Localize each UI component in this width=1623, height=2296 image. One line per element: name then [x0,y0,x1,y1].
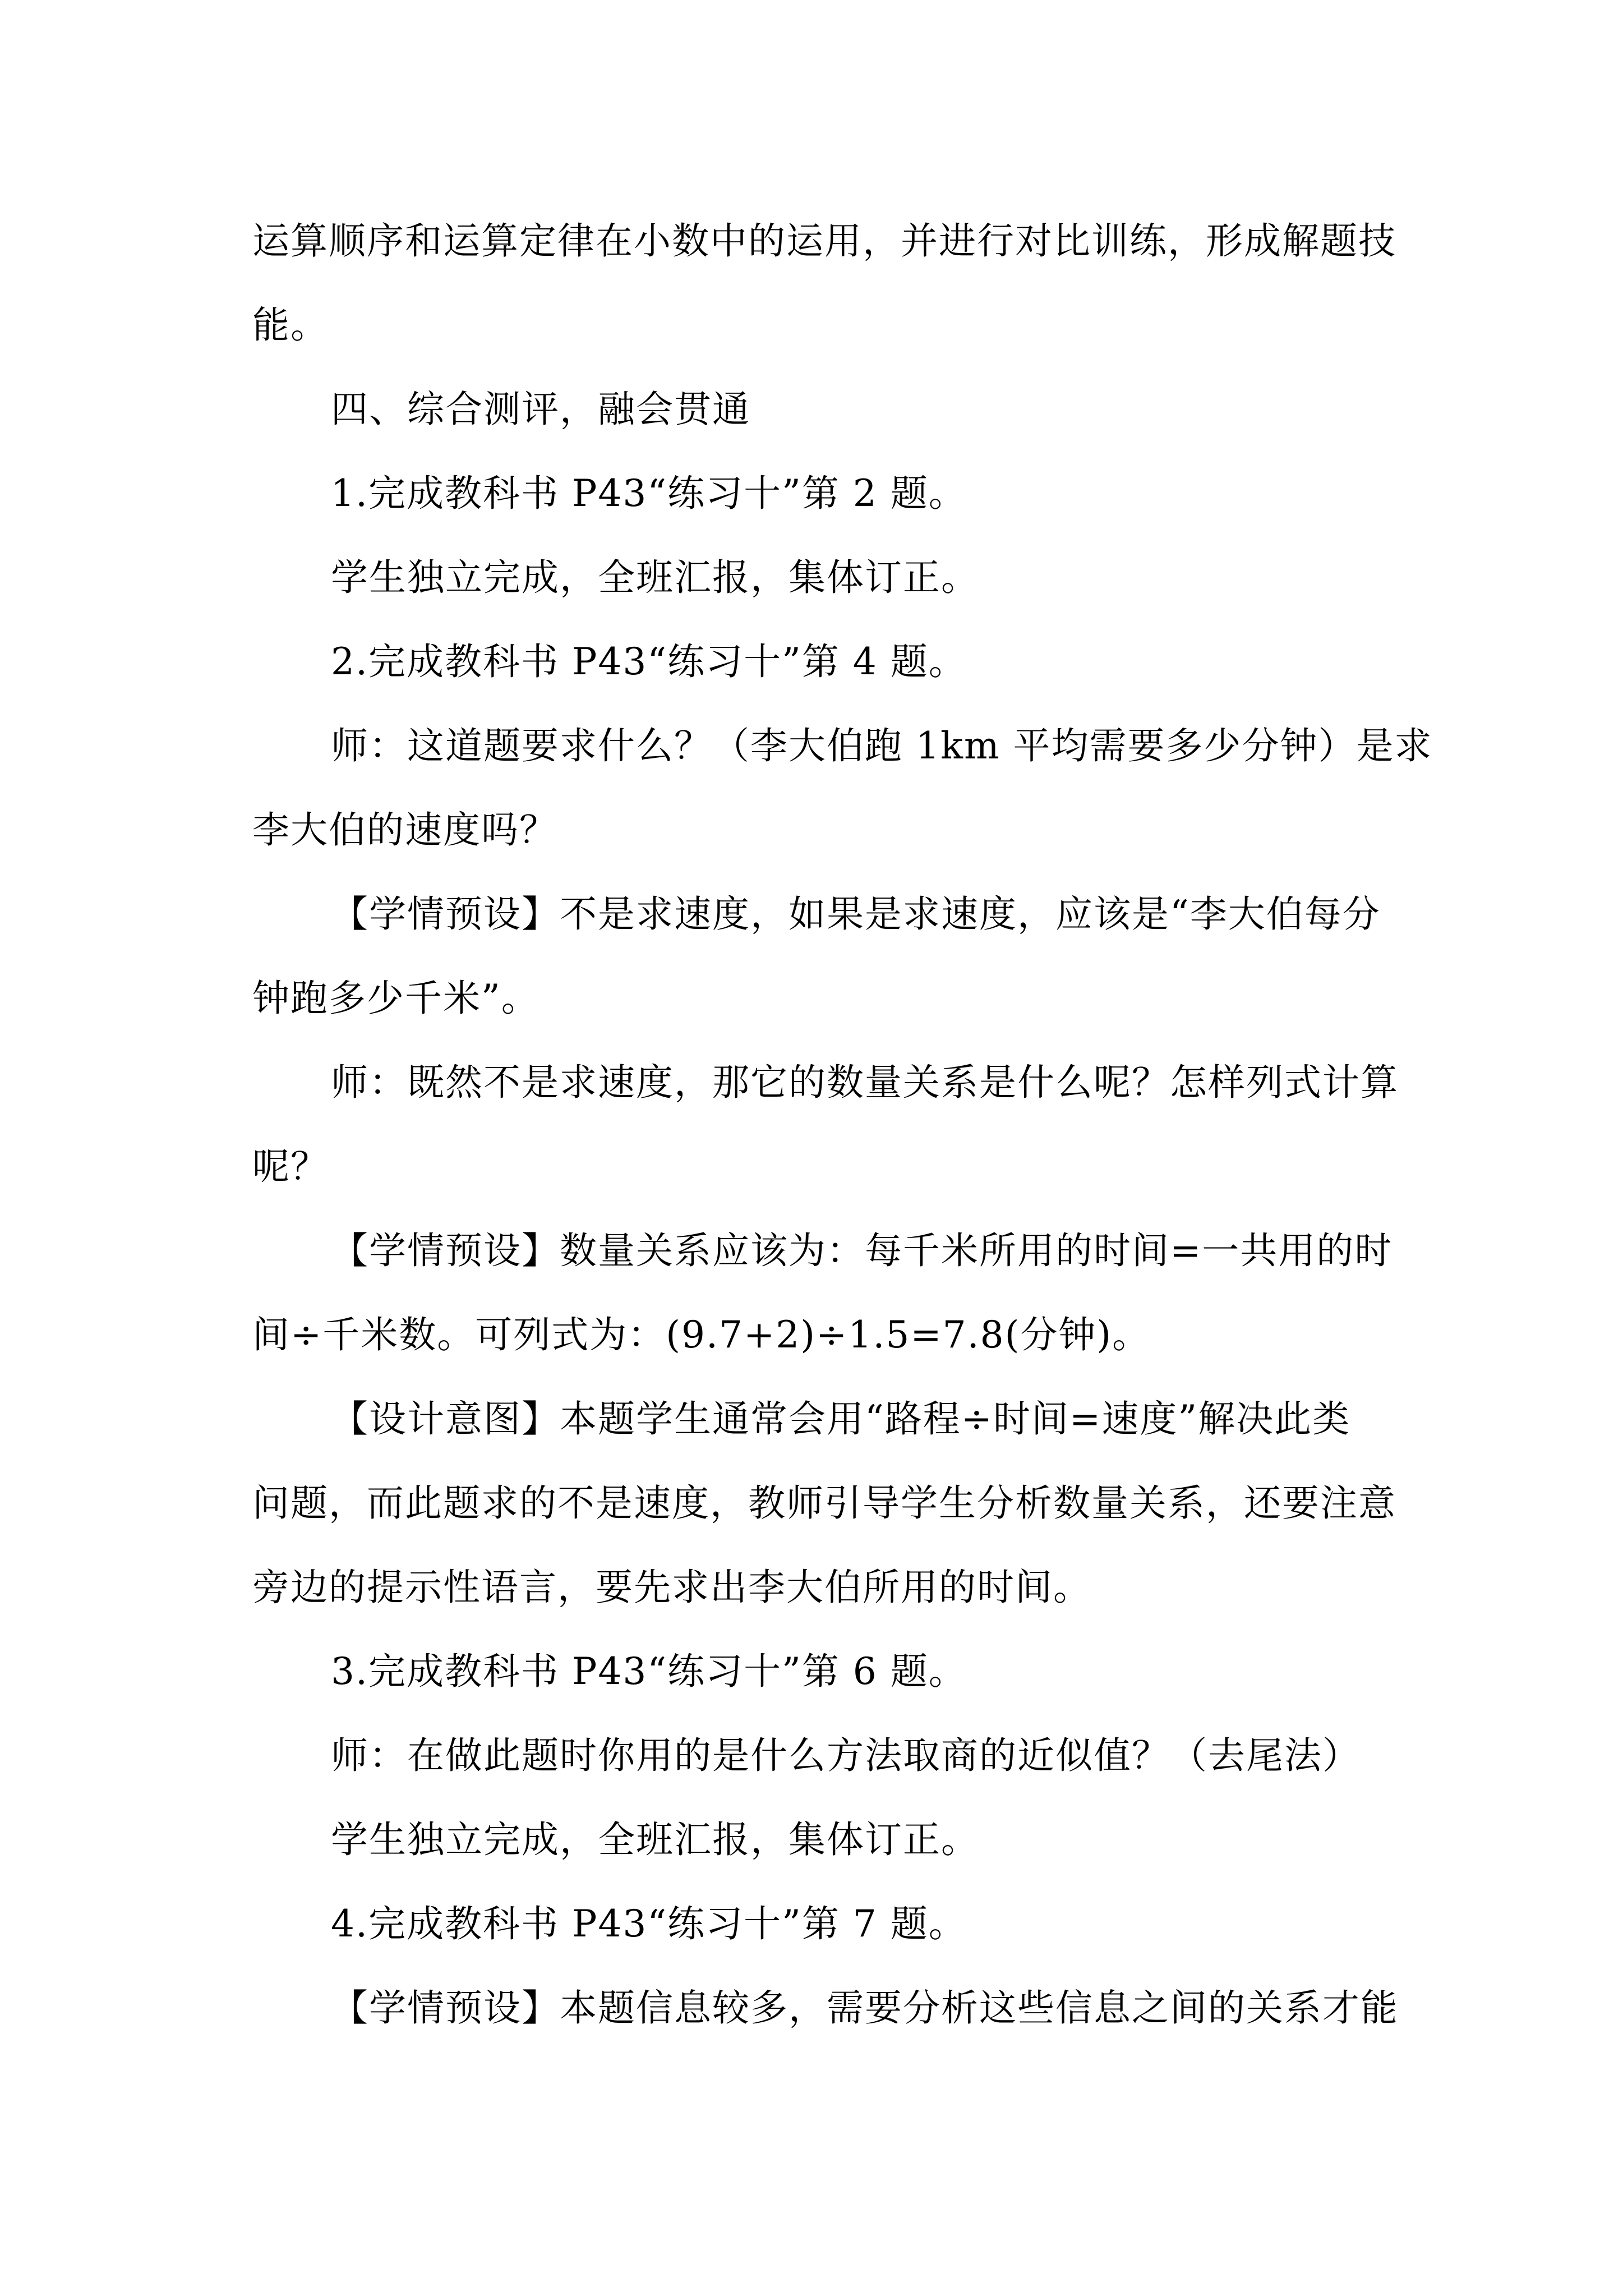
text-line: 【学情预设】数量关系应该为：每千米所用的时间=一共用的时 [331,1229,1393,1272]
text-line: 运算顺序和运算定律在小数中的运用，并进行对比训练，形成解题技 [252,219,1396,263]
exercise-item: 2.完成教科书 P43“练习十”第 4 题。 [331,640,967,683]
exercise-item: 4.完成教科书 P43“练习十”第 7 题。 [331,1902,967,1945]
exercise-item: 3.完成教科书 P43“练习十”第 6 题。 [331,1650,967,1693]
text-line: 学生独立完成，全班汇报，集体订正。 [331,556,979,599]
text-line: 间÷千米数。可列式为：(9.7+2)÷1.5=7.8(分钟)。 [252,1313,1151,1356]
exercise-item: 1.完成教科书 P43“练习十”第 2 题。 [331,472,967,515]
text-line: 钟跑多少千米”。 [252,977,540,1020]
text-line: 【学情预设】本题信息较多，需要分析这些信息之间的关系才能 [331,1986,1399,2030]
document-page [252,0,1433,2296]
text-line: 学生独立完成，全班汇报，集体订正。 [331,1818,979,1861]
text-line: 师：在做此题时你用的是什么方法取商的近似值？（去尾法） [331,1734,1361,1777]
text-line: 李大伯的速度吗？ [252,808,557,852]
text-line: 师：既然不是求速度，那它的数量关系是什么呢？怎样列式计算 [331,1061,1399,1104]
text-line: 【设计意图】本题学生通常会用“路程÷时间=速度”解决此类 [331,1397,1351,1441]
text-line: 能。 [252,303,329,347]
text-line: 呢？ [252,1145,329,1188]
text-line: 问题，而此题求的不是速度，教师引导学生分析数量关系，还要注意 [252,1481,1396,1525]
text-line: 师：这道题要求什么？（李大伯跑 1km 平均需要多少分钟）是求 [331,724,1433,767]
text-line: 【学情预设】不是求速度，如果是求速度，应该是“李大伯每分 [331,892,1381,936]
text-line: 旁边的提示性语言，要先求出李大伯所用的时间。 [252,1566,1091,1609]
section-heading: 四、综合测评，融会贯通 [331,388,750,431]
